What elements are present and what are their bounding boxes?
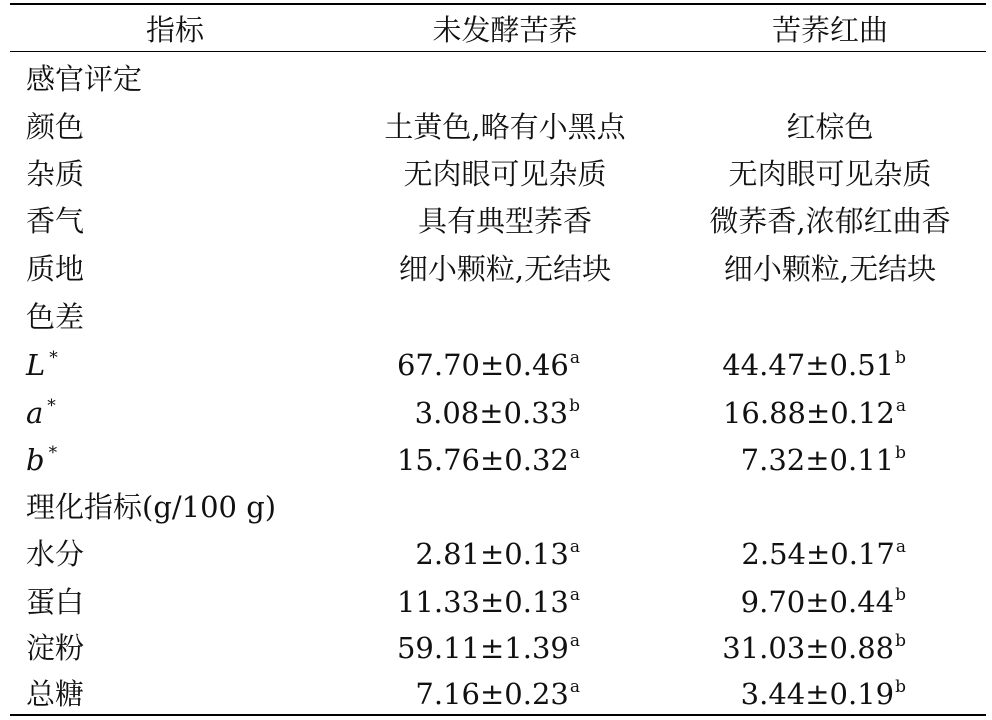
section-sensory [0, 55, 992, 103]
cell-red-koji [741, 578, 906, 626]
cell-value: 9.70±0.44 [740, 585, 895, 619]
row-label: 水分 [26, 537, 85, 571]
asterisk: * [47, 396, 56, 416]
header-row [0, 6, 992, 54]
significance-letter: b [895, 585, 906, 605]
row-label: 颜色 [26, 110, 85, 144]
significance-letter: a [569, 585, 580, 605]
significance-letter: a [895, 537, 906, 557]
significance-letter: b [895, 631, 906, 651]
cell-value: 67.70±0.46 [396, 348, 569, 382]
cell-unfermented [415, 389, 580, 437]
cell-value: 2.54±0.17 [741, 537, 895, 571]
significance-letter: a [895, 396, 906, 416]
cell-value: 3.08±0.33 [414, 396, 569, 430]
cell-unfermented [397, 578, 580, 626]
cell-value: 7.16±0.23 [415, 677, 569, 711]
table-row [0, 530, 992, 578]
cell-red-koji [723, 389, 906, 437]
cell-value: 16.88±0.12 [722, 396, 895, 430]
cell-unfermented: 具有典型荞香 [417, 204, 592, 238]
significance-letter: a [569, 677, 580, 697]
cell-red-koji: 红棕色 [786, 110, 874, 144]
cell-value: 3.44±0.19 [740, 677, 895, 711]
variable-symbol: a [26, 396, 44, 430]
cell-value: 2.81±0.13 [415, 537, 569, 571]
cell-unfermented: 无肉眼可见杂质 [403, 157, 607, 191]
table-row [0, 197, 992, 245]
cell-unfermented [415, 530, 580, 578]
significance-letter: a [569, 631, 580, 651]
cell-unfermented [397, 436, 580, 484]
significance-letter: b [569, 396, 580, 416]
cell-unfermented [397, 341, 580, 389]
row-label [26, 341, 58, 389]
section-label: 理化指标(g/100 g) [26, 490, 277, 524]
row-label: 质地 [26, 252, 85, 286]
cell-value: 11.33±0.13 [396, 585, 569, 619]
significance-letter: b [895, 348, 906, 368]
cell-unfermented [415, 670, 580, 718]
top-rule [10, 3, 986, 5]
table-row [0, 150, 992, 198]
cell-red-koji: 微荞香,浓郁红曲香 [709, 204, 951, 238]
table-row [0, 341, 992, 389]
significance-letter: a [569, 348, 580, 368]
cell-unfermented: 土黄色,略有小黑点 [384, 110, 626, 144]
table-row [0, 389, 992, 437]
header-unfermented: 未发酵苦荞 [432, 13, 578, 47]
cell-red-koji: 无肉眼可见杂质 [728, 157, 932, 191]
header-red-koji: 苦荞红曲 [771, 13, 888, 47]
cell-unfermented: 细小颗粒,无结块 [398, 252, 612, 286]
cell-red-koji [741, 670, 906, 718]
cell-value: 31.03±0.88 [722, 631, 895, 665]
row-label [26, 436, 57, 484]
asterisk: * [48, 443, 58, 463]
cell-value: 15.76±0.32 [396, 443, 569, 477]
cell-red-koji [722, 624, 906, 672]
table-row [0, 578, 992, 626]
significance-letter: a [569, 443, 580, 463]
section-label: 色差 [26, 300, 85, 334]
header-indicator: 指标 [145, 13, 204, 47]
cell-red-koji [722, 341, 906, 389]
cell-red-koji [741, 530, 906, 578]
section-color-difference [0, 293, 992, 341]
table-row [0, 624, 992, 672]
cell-value: 59.11±1.39 [396, 631, 569, 665]
asterisk: * [49, 348, 58, 368]
row-label: 淀粉 [26, 631, 85, 665]
cell-value: 44.47±0.51 [722, 348, 895, 382]
row-label: 香气 [26, 204, 85, 238]
table-row [0, 103, 992, 151]
cell-red-koji: 细小颗粒,无结块 [723, 252, 937, 286]
cell-value: 7.32±0.11 [740, 443, 895, 477]
variable-symbol: b [26, 443, 45, 477]
significance-letter: b [895, 677, 906, 697]
section-label: 感官评定 [26, 62, 143, 96]
table-row [0, 670, 992, 718]
cell-red-koji [741, 436, 906, 484]
table-row [0, 245, 992, 293]
row-label: 蛋白 [26, 585, 85, 619]
significance-letter: a [569, 537, 580, 557]
cell-unfermented [397, 624, 580, 672]
row-label [26, 389, 56, 437]
row-label: 总糖 [26, 677, 85, 711]
table-row [0, 436, 992, 484]
significance-letter: b [895, 443, 906, 463]
row-label: 杂质 [26, 157, 85, 191]
variable-symbol: L [26, 348, 46, 382]
section-physicochemical [0, 483, 992, 531]
